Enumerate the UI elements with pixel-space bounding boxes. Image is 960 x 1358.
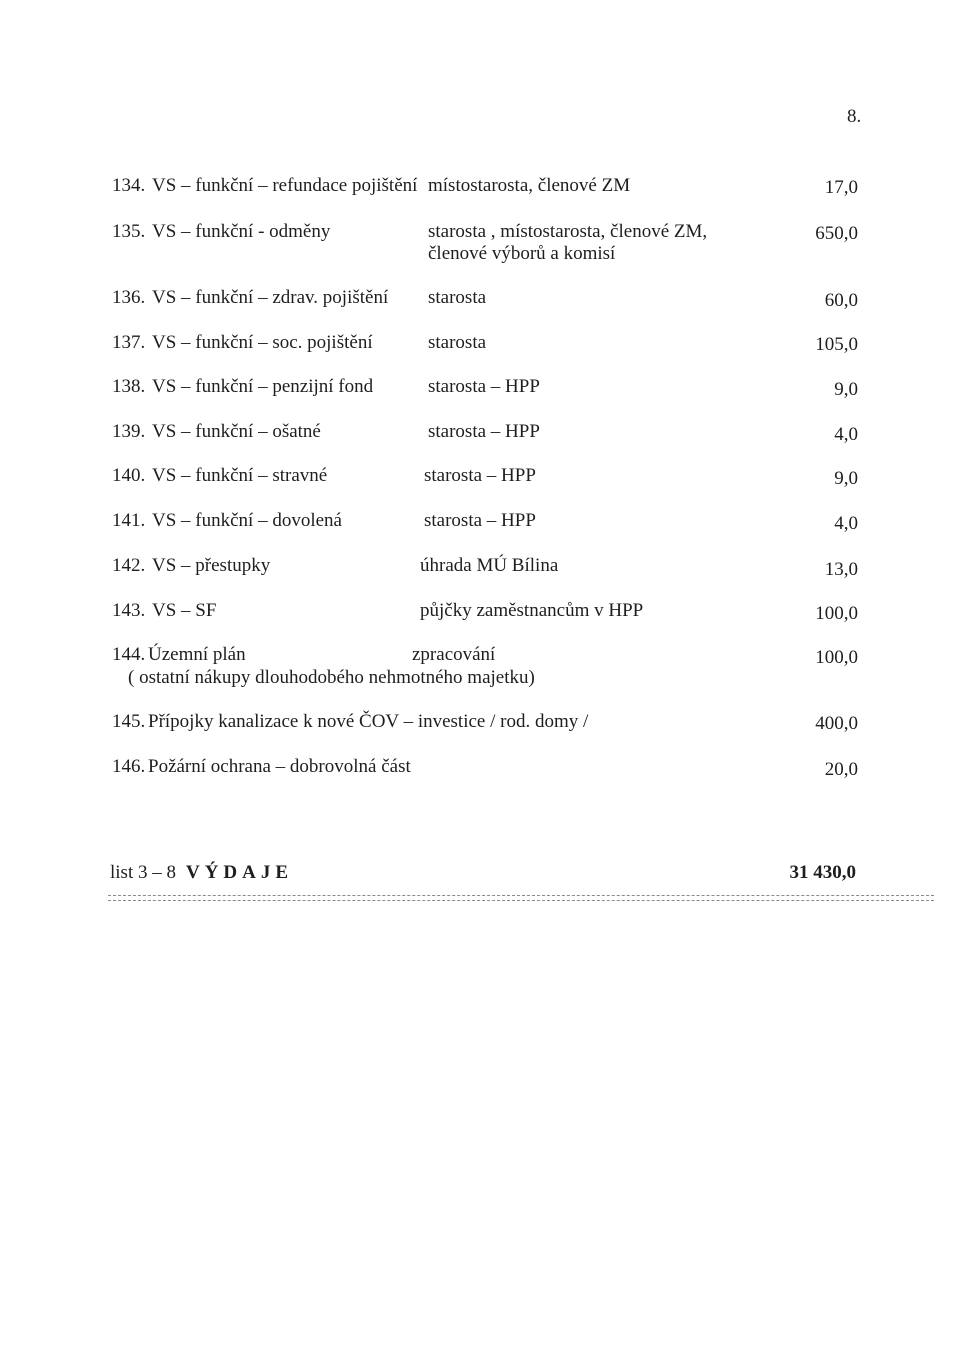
row-number: 138.	[112, 376, 146, 397]
row-number: 143.	[112, 600, 146, 621]
row-desc-continued: členové výborů a komisí	[428, 243, 616, 264]
row-desc-continued: ( ostatní nákupy dlouhodobého nehmotného majetku)	[128, 667, 535, 688]
row-desc: půjčky zaměstnancům v HPP	[420, 600, 644, 621]
row-desc: starosta – HPP	[424, 465, 536, 486]
footer-label	[110, 862, 293, 884]
row-item: Územní plán	[148, 644, 246, 665]
row-number: 134.	[112, 175, 146, 196]
double-rule-top	[108, 895, 934, 896]
double-rule-bottom	[108, 900, 934, 901]
row-amount: 20,0	[824, 759, 858, 780]
footer-total: 31 430,0	[789, 862, 856, 883]
row-desc: starosta – HPP	[428, 376, 540, 397]
row-item: VS – funkční - odměny	[152, 221, 331, 242]
row-desc: starosta – HPP	[428, 421, 540, 442]
row-number: 145.	[112, 711, 146, 732]
row-item: VS – funkční – refundace pojištění	[152, 175, 418, 196]
row-number: 140.	[112, 465, 146, 486]
row-number: 136.	[112, 287, 146, 308]
row-desc: starosta	[428, 287, 487, 308]
footer-heading: VÝDAJE	[185, 862, 294, 883]
row-item: Přípojky kanalizace k nové ČOV – investice / rod. domy /	[148, 711, 589, 732]
row-number: 141.	[112, 510, 146, 531]
row-amount: 4,0	[834, 513, 858, 534]
row-amount: 105,0	[815, 334, 858, 355]
row-number: 146.	[112, 756, 146, 777]
row-amount: 9,0	[834, 468, 858, 489]
row-item: Požární ochrana – dobrovolná část	[148, 756, 411, 777]
row-number: 135.	[112, 221, 146, 242]
row-amount: 4,0	[834, 424, 858, 445]
row-amount: 100,0	[815, 647, 858, 668]
row-number: 142.	[112, 555, 146, 576]
row-item: VS – funkční – stravné	[152, 465, 328, 486]
row-item: VS – přestupky	[152, 555, 271, 576]
row-item: VS – funkční – dovolená	[152, 510, 342, 531]
row-number: 137.	[112, 332, 146, 353]
row-amount: 17,0	[824, 177, 858, 198]
row-desc: starosta – HPP	[424, 510, 536, 531]
row-amount: 650,0	[815, 223, 858, 244]
row-amount: 400,0	[815, 713, 858, 734]
row-item: VS – funkční – ošatné	[152, 421, 321, 442]
row-desc: úhrada MÚ Bílina	[420, 555, 559, 576]
row-amount: 9,0	[834, 379, 858, 400]
row-desc: zpracování	[412, 644, 496, 665]
footer-sheet-ref: list 3 – 8	[110, 862, 176, 883]
row-amount: 13,0	[824, 559, 858, 580]
row-item: VS – SF	[152, 600, 217, 621]
row-item: VS – funkční – penzijní fond	[152, 376, 374, 397]
row-desc: starosta	[428, 332, 487, 353]
row-amount: 100,0	[815, 603, 858, 624]
row-desc: starosta , místostarosta, členové ZM,	[428, 221, 708, 242]
row-amount: 60,0	[824, 290, 858, 311]
row-item: VS – funkční – soc. pojištění	[152, 332, 373, 353]
row-number: 139.	[112, 421, 146, 442]
row-number: 144.	[112, 644, 146, 665]
row-item: VS – funkční – zdrav. pojištění	[152, 287, 389, 308]
row-desc: místostarosta, členové ZM	[428, 175, 631, 196]
page-number: 8.	[847, 106, 862, 127]
